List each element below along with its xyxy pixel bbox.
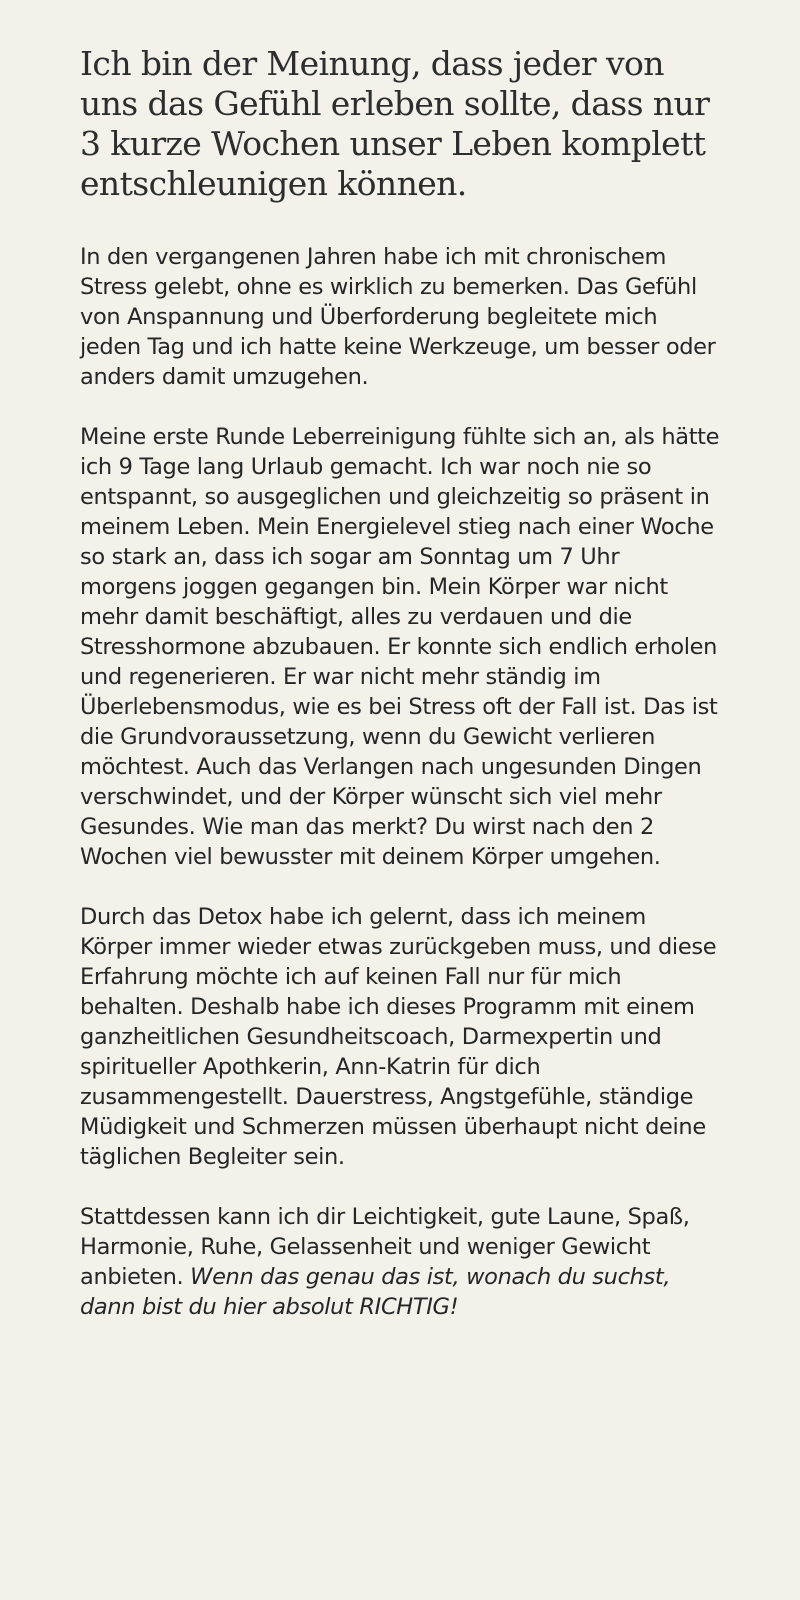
paragraph-closing [80, 1202, 720, 1322]
closing-emphasis: Wenn das genau das ist, wonach du suchst, dann bist du hier absolut RICHTIG! [80, 1264, 671, 1320]
paragraph-detox-program: Durch das Detox habe ich gelernt, dass ich meinem Körper immer wieder etwas zurückgeben muss, und diese Erfahrung möchte ich auf keinen Fall nur für mich behalten. Deshalb habe ich dieses Programm mit einem ganzheitlichen Gesundheitscoach, Darmexpertin und spiritueller Apothkerin, Ann-Katrin für dich zusammengestellt. Dauerstress, Angstgefühle, ständige Müdigkeit und Schmerzen müssen überhaupt nicht deine täglichen Begleiter sein. [80, 904, 717, 1170]
paragraph-chronic-stress: In den vergangenen Jahren habe ich mit chronischem Stress gelebt, ohne es wirklich zu bemerken. Das Gefühl von Anspannung und Überforderung begleitete mich jeden Tag und ich hatte keine Werkzeuge, um besser oder anders damit umzugehen. [80, 244, 716, 390]
paragraph-liver-cleanse: Meine erste Runde Leberreinigung fühlte sich an, als hätte ich 9 Tage lang Urlaub gemacht. Ich war noch nie so entspannt, so ausgeglichen und gleichzeitig so präsent in meinem Leben. Mein Energielevel stieg nach einer Woche so stark an, dass ich sogar am Sonntag um 7 Uhr morgens joggen gegangen bin. Mein Körper war nicht mehr damit beschäftigt, alles zu verdauen und die Stresshormone abzubauen. Er konnte sich endlich erholen und regenerieren. Er war nicht mehr ständig im Überlebensmodus, wie es bei Stress oft der Fall ist. Das ist die Grundvoraussetzung, wenn du Gewicht verlieren möchtest. Auch das Verlangen nach ungesunden Dingen verschwindet, und der Körper wünscht sich viel mehr Gesundes. Wie man das merkt? Du wirst nach den 2 Wochen viel bewusster mit deinem Körper umgehen. [80, 424, 720, 870]
closing-text: Stattdessen kann ich dir Leichtigkeit, gute Laune, Spaß, Harmonie, Ruhe, Gelassenheit und weniger Gewicht anbieten. [80, 1204, 690, 1290]
headline: Ich bin der Meinung, dass jeder von uns das Gefühl erleben sollte, dass nur 3 kurze Wochen unser Leben komplett entschleunigen können. [80, 44, 710, 203]
